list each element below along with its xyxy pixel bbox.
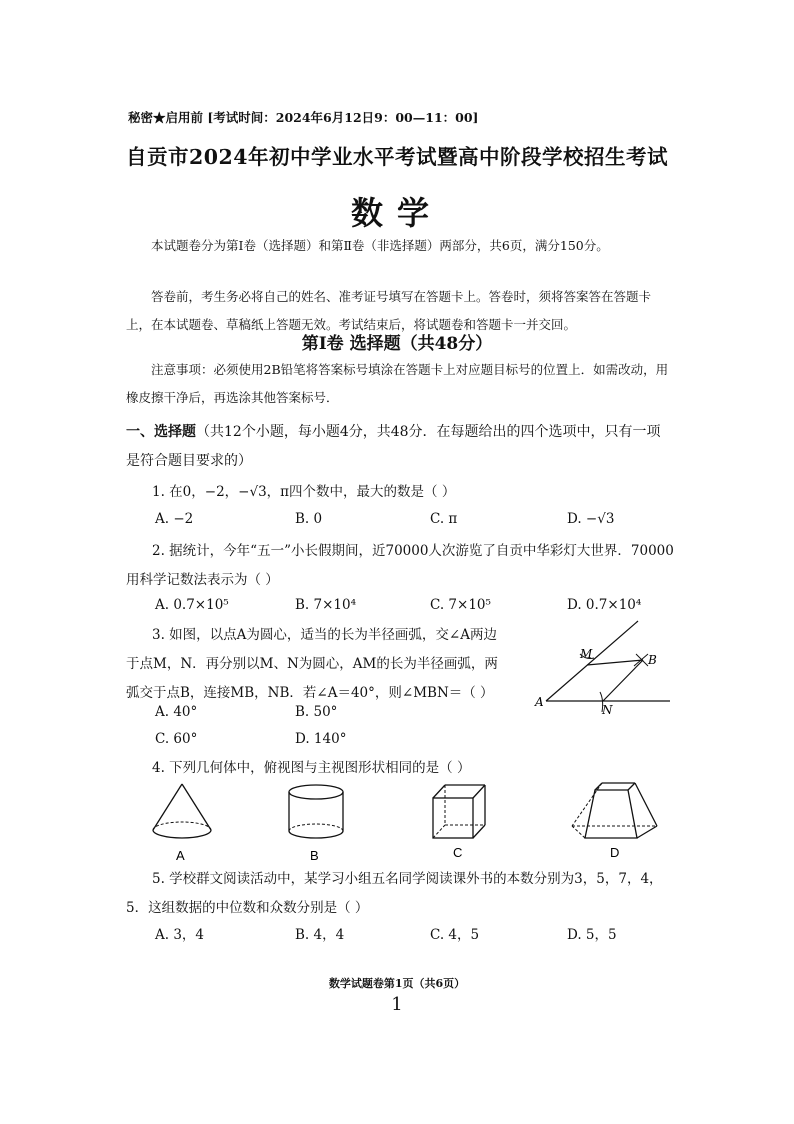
question-2: 2. 据统计，今年“五一”小长假期间，近70000人次游览了自贡中华彩灯大世界．70000用科学记数法表示为（ ） (126, 543, 674, 588)
question-5: 5. 学校群文阅读活动中，某学习小组五名同学阅读课外书的本数分别为3，5，7，4，5．这组数据的中位数和众数分别是（ ） (126, 871, 663, 916)
angle-top-ray (546, 621, 638, 701)
q3-option-d: D. 140° (295, 731, 347, 747)
q3-option-b: B. 50° (295, 704, 338, 720)
section1-desc: （共12个小题，每小题4分，共48分．在每题给出的四个选项中，只有一项是符合题目要求的） (126, 424, 661, 469)
q2-option-c: C. 7×10⁵ (430, 597, 491, 613)
part1-heading: 第Ⅰ卷 选择题（共48分） (301, 334, 493, 354)
cone-solid (153, 784, 211, 838)
subject-title: 数学 (350, 194, 443, 232)
segment-mb (587, 660, 643, 665)
section1-label: 一、选择题 (126, 424, 196, 440)
q2-option-b: B. 7×10⁴ (295, 597, 356, 613)
q5-option-a: A. 3，4 (155, 927, 205, 943)
q1-option-c: C. π (430, 511, 458, 527)
label-b: B (648, 653, 657, 667)
instructions-paragraph-2: 答卷前，考生务必将自己的姓名、准考证号填写在答题卡上。答卷时，须将答案答在答题卡上，在本试题卷、草稿纸上答题无效。考试结束后，将试题卷和答题卡一并交回。 (126, 289, 652, 332)
question-4: 4. 下列几何体中，俯视图与主视图形状相同的是（ ） (152, 760, 471, 776)
q1-option-a: A. −2 (155, 511, 194, 527)
section1-heading (126, 418, 674, 476)
q3-option-c: C. 60° (155, 731, 198, 747)
label-a: A (535, 695, 544, 709)
solid-label-a: A (176, 848, 185, 863)
q1-option-d: D. −√3 (567, 511, 615, 527)
page-footer: 数学试题卷第1页（共6页） (328, 977, 466, 990)
frustum-solid (572, 783, 657, 838)
cylinder-solid (289, 785, 343, 838)
q3-option-a: A. 40° (155, 704, 198, 720)
label-n: N (602, 703, 613, 717)
question-3: 3. 如图，以点A为圆心，适当的长为半径画弧，交∠A两边于点M，N．再分别以M、N为圆心，AM的长为半径画弧，两弧交于点B，连接MB，NB．若∠A＝40°，则∠MBN＝（ ） (126, 627, 498, 701)
cube-solid (433, 785, 485, 838)
q5-option-c: C. 4，5 (430, 927, 480, 943)
q4-solids-figure (140, 780, 660, 865)
instructions-paragraph-1: 本试题卷分为第Ⅰ卷（选择题）和第Ⅱ卷（非选择题）两部分，共6页，满分150分。 (151, 238, 609, 253)
solid-label-d: D (610, 845, 620, 860)
secret-line: 秘密★启用前 [考试时间：2024年6月12日9：00—11：00] (128, 110, 479, 125)
q2-option-d: D. 0.7×10⁴ (567, 597, 642, 613)
exam-title: 自贡市2024年初中学业水平考试暨高中阶段学校招生考试 (125, 145, 669, 169)
q5-option-d: D. 5，5 (567, 927, 617, 943)
solid-label-b: B (310, 848, 319, 863)
q1-option-b: B. 0 (295, 511, 323, 527)
part1-notice: 注意事项：必须使用2B铅笔将答案标号填涂在答题卡上对应题目标号的位置上．如需改动，用橡皮擦干净后，再选涂其他答案标号． (126, 362, 669, 405)
question-1: 1. 在0，−2，−√3，π四个数中，最大的数是（ ） (152, 484, 456, 500)
q5-option-b: B. 4，4 (295, 927, 345, 943)
solid-label-c: C (453, 845, 463, 860)
label-m: M (580, 647, 593, 661)
page-number: 1 (391, 994, 403, 1015)
segment-nb (603, 660, 643, 701)
q3-angle-figure (530, 618, 680, 718)
q2-option-a: A. 0.7×10⁵ (155, 597, 229, 613)
